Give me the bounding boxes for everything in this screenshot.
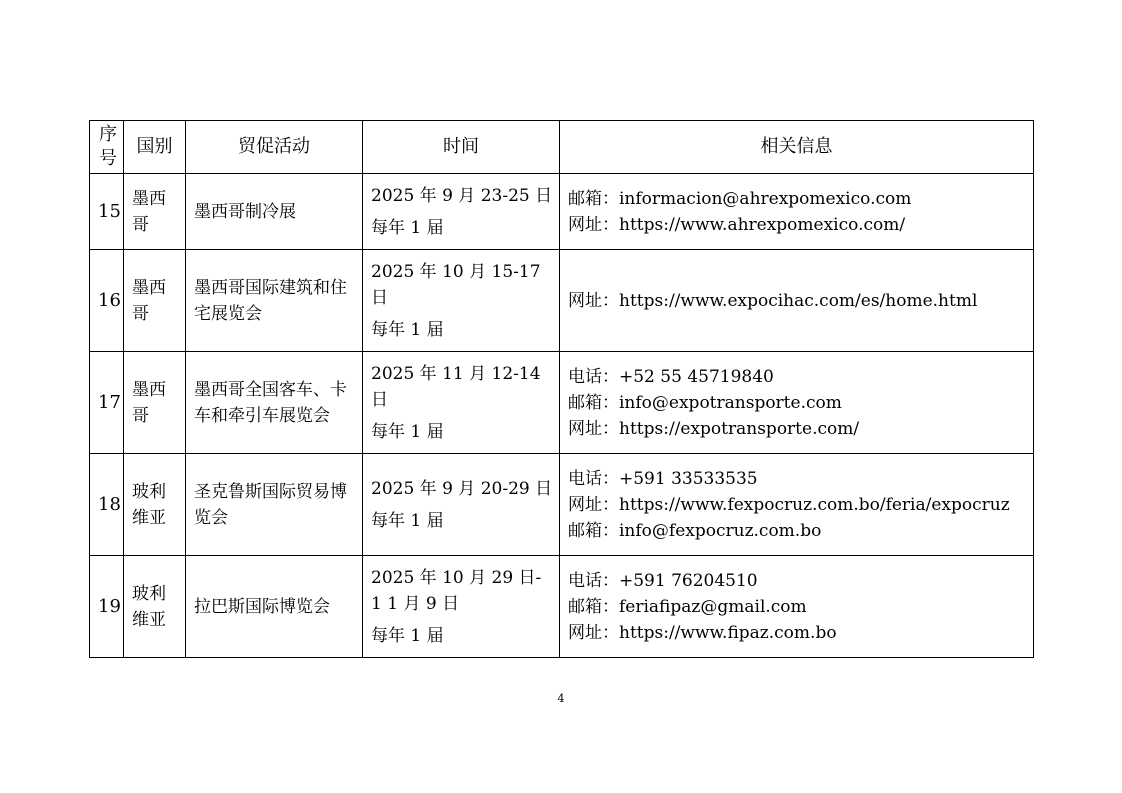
row-info (560, 556, 1034, 658)
row-country: 墨西哥 (124, 174, 186, 250)
row-event: 拉巴斯国际博览会 (186, 556, 363, 658)
table-row (90, 352, 1034, 454)
time-frequency: 每年 1 届 (371, 510, 444, 531)
header-country: 国别 (124, 121, 186, 174)
info-website: 网址：https://www.expocihac.com/es/home.html (568, 290, 978, 311)
info-website: 网址：https://www.fipaz.com.bo (568, 622, 837, 643)
info-email: 邮箱：info@expotransporte.com (568, 392, 842, 413)
row-seq: 15 (90, 174, 124, 250)
row-event: 墨西哥全国客车、卡车和牵引车展览会 (186, 352, 363, 454)
info-email: 邮箱：informacion@ahrexpomexico.com (568, 188, 912, 209)
table-header-row (90, 121, 1034, 174)
row-seq: 19 (90, 556, 124, 658)
row-time (363, 556, 560, 658)
row-time (363, 250, 560, 352)
row-country: 墨西哥 (124, 250, 186, 352)
row-country: 墨西哥 (124, 352, 186, 454)
time-date: 2025 年 10 月 15-17 日 (371, 261, 541, 308)
row-time (363, 352, 560, 454)
time-date: 2025 年 11 月 12-14 日 (371, 363, 541, 410)
row-event: 墨西哥国际建筑和住宅展览会 (186, 250, 363, 352)
trade-events-table (89, 120, 1034, 658)
time-frequency: 每年 1 届 (371, 625, 444, 646)
time-frequency: 每年 1 届 (371, 319, 444, 340)
row-event: 圣克鲁斯国际贸易博览会 (186, 454, 363, 556)
table-row (90, 454, 1034, 556)
row-info (560, 174, 1034, 250)
table-row (90, 250, 1034, 352)
info-phone: 电话：+591 33533535 (568, 468, 758, 489)
header-time: 时间 (363, 121, 560, 174)
row-info (560, 250, 1034, 352)
info-website: 网址：https://www.fexpocruz.com.bo/feria/expocruz (568, 494, 1010, 515)
time-frequency: 每年 1 届 (371, 217, 444, 238)
info-phone: 电话：+591 76204510 (568, 570, 758, 591)
row-time (363, 174, 560, 250)
row-info (560, 352, 1034, 454)
header-info: 相关信息 (560, 121, 1034, 174)
row-seq: 16 (90, 250, 124, 352)
info-website: 网址：https://expotransporte.com/ (568, 418, 860, 439)
info-email: 邮箱：info@fexpocruz.com.bo (568, 520, 822, 541)
info-website: 网址：https://www.ahrexpomexico.com/ (568, 214, 906, 235)
info-email: 邮箱：feriafipaz@gmail.com (568, 596, 807, 617)
time-date: 2025 年 10 月 29 日-1 1 月 9 日 (371, 567, 542, 614)
row-seq: 17 (90, 352, 124, 454)
row-country: 玻利维亚 (124, 454, 186, 556)
table-row (90, 174, 1034, 250)
header-event: 贸促活动 (186, 121, 363, 174)
header-seq: 序号 (90, 121, 124, 174)
row-event: 墨西哥制冷展 (186, 174, 363, 250)
table-row (90, 556, 1034, 658)
page-number: 4 (557, 692, 565, 705)
time-date: 2025 年 9 月 23-25 日 (371, 185, 553, 206)
row-info (560, 454, 1034, 556)
row-seq: 18 (90, 454, 124, 556)
row-country: 玻利维亚 (124, 556, 186, 658)
time-frequency: 每年 1 届 (371, 421, 444, 442)
info-phone: 电话：+52 55 45719840 (568, 366, 774, 387)
row-time (363, 454, 560, 556)
time-date: 2025 年 9 月 20-29 日 (371, 478, 553, 499)
